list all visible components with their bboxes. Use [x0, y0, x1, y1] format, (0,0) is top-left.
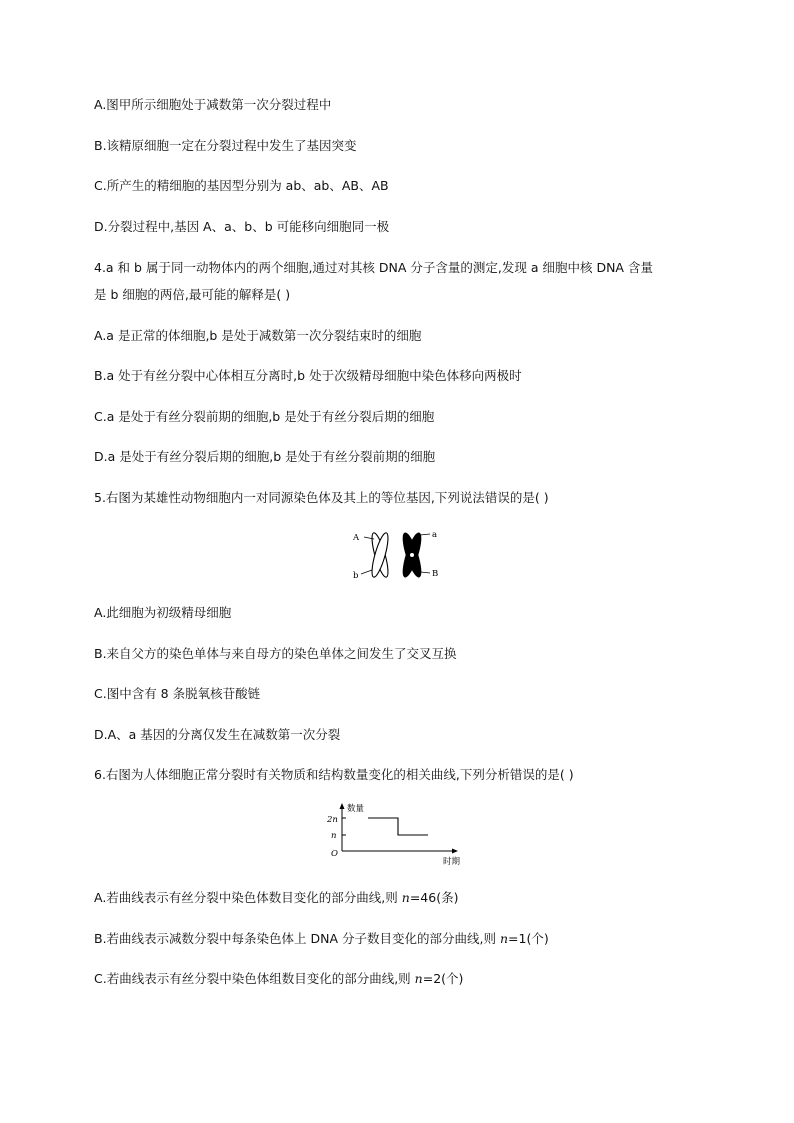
pointer-line	[420, 534, 430, 535]
q6-option-c-var: n	[414, 971, 423, 986]
q6-option-b	[94, 930, 549, 948]
q5-option-b: B.来自父方的染色单体与来自母方的染色单体之间发生了交叉互换	[94, 646, 457, 661]
gene-label-a: a	[432, 530, 438, 540]
gene-label-B: B	[432, 569, 439, 579]
centromere-dot	[410, 553, 414, 557]
y-axis-label: 数量	[347, 804, 365, 814]
q3-option-a: A.图甲所示细胞处于减数第一次分裂过程中	[94, 97, 332, 112]
q5-stem: 5.右图为某雄性动物细胞内一对同源染色体及其上的等位基因,下列说法错误的是( )	[94, 490, 549, 505]
q4-option-c: C.a 是处于有丝分裂前期的细胞,b 是处于有丝分裂后期的细胞	[94, 409, 435, 424]
q6-stem: 6.右图为人体细胞正常分裂时有关物质和结构数量变化的相关曲线,下列分析错误的是( )	[94, 767, 574, 782]
q5-option-a: A.此细胞为初级精母细胞	[94, 605, 232, 620]
pointer-line	[361, 570, 372, 574]
q3-option-d: D.分裂过程中,基因 A、a、b、b 可能移向细胞同一极	[94, 219, 390, 234]
step-curve	[368, 818, 428, 835]
tick-label-2n: 2n	[327, 815, 338, 825]
q6-option-a	[94, 889, 458, 907]
homologous-chromosome-figure	[350, 522, 450, 584]
q4-option-a: A.a 是正常的体细胞,b 是处于减数第一次分裂结束时的细胞	[94, 328, 422, 343]
q6-option-b-var: n	[499, 931, 509, 946]
q3-option-c: C.所产生的精细胞的基因型分别为 ab、ab、AB、AB	[94, 178, 389, 193]
quantity-change-graph	[325, 800, 470, 870]
y-axis-arrow	[340, 803, 345, 809]
q6-option-c-text: C.若曲线表示有丝分裂中染色体组数目变化的部分曲线,则	[94, 971, 415, 986]
q4-stem-line1: 4.a 和 b 属于同一动物体内的两个细胞,通过对其核 DNA 分子含量的测定,发现 a 细胞中核 DNA 含量	[94, 260, 653, 275]
q4-option-b: B.a 处于有丝分裂中心体相互分离时,b 处于次级精母细胞中染色体移向两极时	[94, 368, 522, 383]
q5-option-c: C.图中含有 8 条脱氧核苷酸链	[94, 686, 261, 701]
q5-option-d: D.A、a 基因的分离仅发生在减数第一次分裂	[94, 727, 341, 742]
pointer-line	[421, 572, 430, 573]
gene-label-b: b	[353, 571, 359, 581]
gene-label-A: A	[353, 533, 360, 543]
tick-label-n: n	[331, 831, 337, 841]
q4-stem-line2: 是 b 细胞的两倍,最可能的解释是( )	[94, 287, 291, 302]
q3-option-b: B.该精原细胞一定在分裂过程中发生了基因突变	[94, 138, 357, 153]
x-axis-label: 时期	[443, 857, 461, 867]
q6-option-a-var: n	[401, 890, 410, 905]
q4-option-d: D.a 是处于有丝分裂后期的细胞,b 是处于有丝分裂前期的细胞	[94, 449, 436, 464]
q6-option-c	[94, 970, 463, 988]
x-axis-arrow	[452, 849, 458, 854]
q6-option-b-value: =1(个)	[508, 931, 549, 946]
q6-option-c-value: =2(个)	[422, 971, 464, 986]
q6-option-a-value: =46(条)	[409, 890, 459, 905]
q6-option-a-text: A.若曲线表示有丝分裂中染色体数目变化的部分曲线,则	[94, 890, 402, 905]
origin-label: O	[331, 849, 338, 859]
q6-option-b-text: B.若曲线表示减数分裂中每条染色体上 DNA 分子数目变化的部分曲线,则	[94, 931, 500, 946]
